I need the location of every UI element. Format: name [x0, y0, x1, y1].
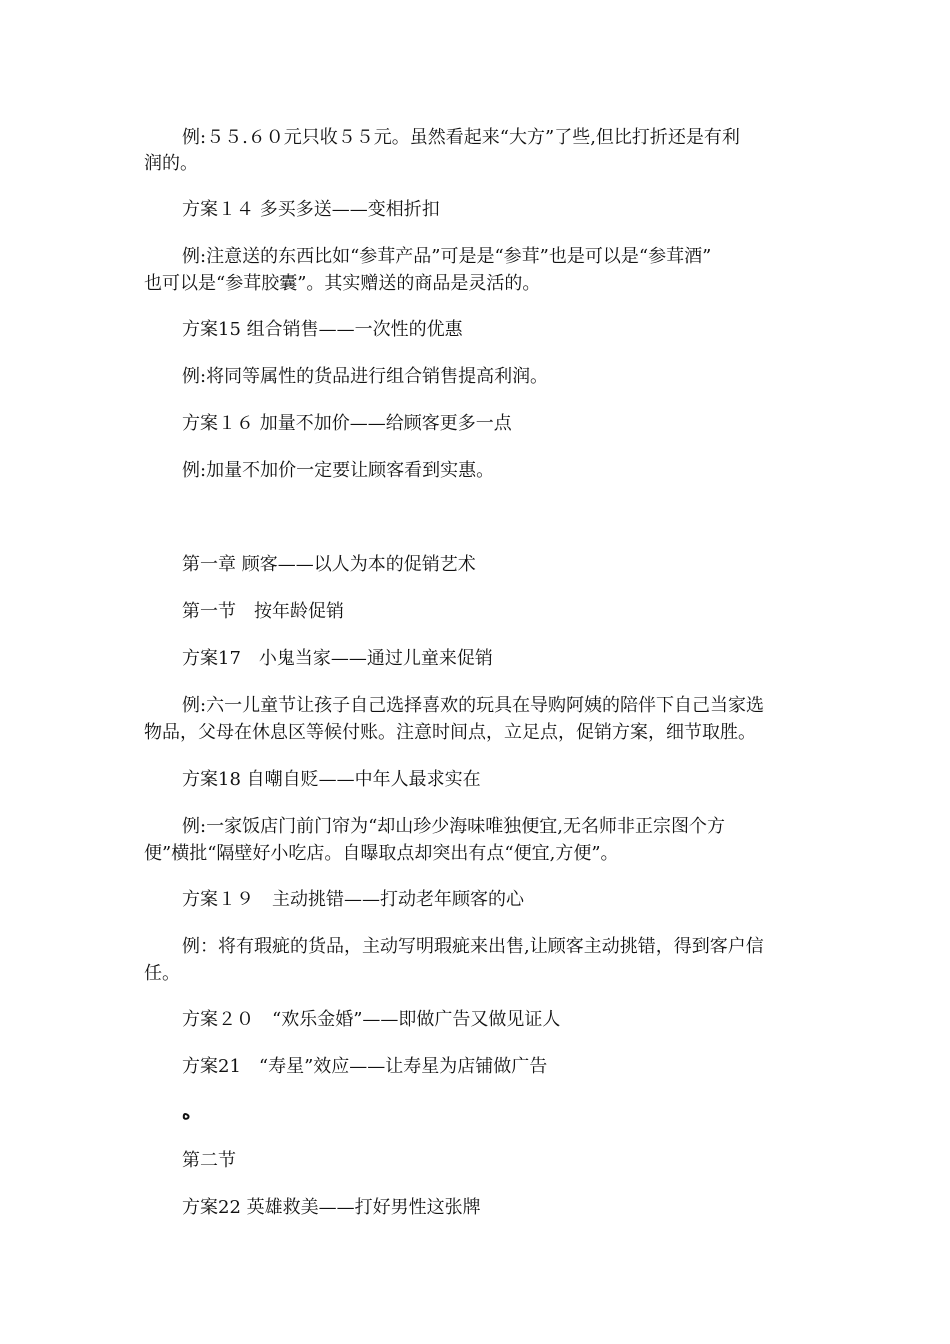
- text-line: 例:六一儿童节让孩子自己选择喜欢的玩具在导购阿姨的陪伴下自己当家选: [182, 695, 765, 716]
- section-heading: 方案21 “寿星”效应——让寿星为店铺做广告: [182, 1056, 548, 1077]
- section-heading: 方案17 小鬼当家——通过儿童来促销: [182, 648, 493, 669]
- subsection-heading: 第一节 按年龄促销: [182, 601, 344, 622]
- text-line: 物品，父母在休息区等候付账。注意时间点，立足点，促销方案，细节取胜。: [144, 722, 756, 743]
- section-heading: 方案１９ 主动挑错——打动老年顾客的心: [182, 889, 524, 910]
- section-heading: 方案２０ “欢乐金婚”——即做广告又做见证人: [182, 1009, 561, 1030]
- section-heading: 方案15 组合销售——一次性的优惠: [182, 319, 463, 340]
- text-line: 例：将有瑕疵的货品，主动写明瑕疵来出售,让顾客主动挑错，得到客户信: [182, 936, 764, 957]
- section-heading: 方案18 自嘲自贬——中年人最求实在: [182, 769, 481, 790]
- text-line: 例:加量不加价一定要让顾客看到实惠。: [182, 460, 495, 481]
- text-line: 任。: [144, 963, 180, 984]
- chapter-heading: 第一章 顾客——以人为本的促销艺术: [182, 554, 476, 575]
- section-heading: 方案１６ 加量不加价——给顾客更多一点: [182, 413, 512, 434]
- subsection-heading: 第二节: [182, 1150, 236, 1171]
- text-line: 便”横批“隔壁好小吃店。自曝取点却突出有点“便宜,方便”。: [144, 843, 619, 864]
- symbol-glyph: ه: [182, 1104, 191, 1123]
- text-line: 例:一家饭店门前门帘为“却山珍少海味唯独便宜,无名师非正宗图个方: [182, 816, 725, 837]
- text-line: 例:注意送的东西比如“参茸产品”可是是“参茸”也是可以是“参茸酒”: [182, 246, 712, 267]
- section-heading: 方案１４ 多买多送——变相折扣: [182, 199, 440, 220]
- text-line: 也可以是“参茸胶囊”。其实赠送的商品是灵活的。: [144, 273, 541, 294]
- text-line: 例:５５.６０元只收５５元。虽然看起来“大方”了些,但比打折还是有利: [182, 127, 740, 148]
- text-line: 例:将同等属性的货品进行组合销售提高利润。: [182, 366, 549, 387]
- section-heading: 方案22 英雄救美——打好男性这张牌: [182, 1197, 481, 1218]
- text-line: 润的。: [144, 153, 198, 174]
